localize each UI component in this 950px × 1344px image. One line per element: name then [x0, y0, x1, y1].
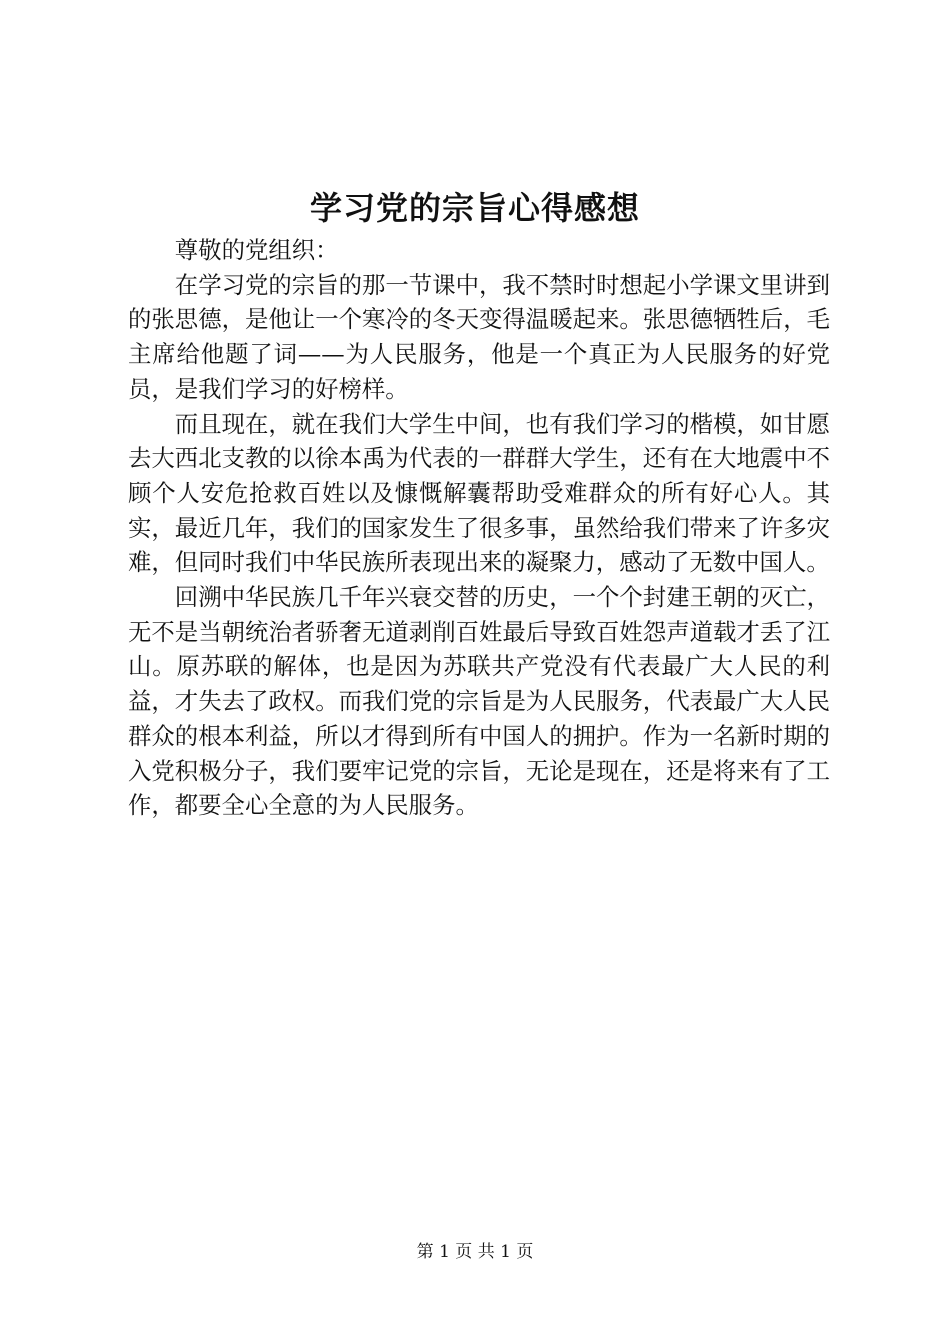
salutation: 尊敬的党组织：: [174, 236, 339, 264]
body-paragraph: 回溯中华民族几千年兴衰交替的历史，一个个封建王朝的灭亡，无不是当朝统治者骄奢无道剥削百姓最后导致百姓怨声道载才丢了江山。原苏联的解体，也是因为苏联共产党没有代表最广大人民的利益，才失去了政权。而我们党的宗旨是为人民服务，代表最广大人民群众的根本利益，所以才得到所有中国人的拥护。作为一名新时期的入党积极分子，我们要牢记党的宗旨，无论是现在，还是将来有了工作，都要全心全意的为人民服务。: [128, 583, 830, 820]
body-paragraph: 而且现在，就在我们大学生中间，也有我们学习的楷模，如甘愿去大西北支教的以徐本禹为代表的一群群大学生，还有在大地震中不顾个人安危抢救百姓以及慷慨解囊帮助受难群众的所有好心人。其实，最近几年，我们的国家发生了很多事，虽然给我们带来了许多灾难，但同时我们中华民族所表现出来的凝聚力，感动了无数中国人。: [128, 409, 830, 577]
document-body: [128, 233, 830, 823]
body-paragraph: 在学习党的宗旨的那一节课中，我不禁时时想起小学课文里讲到的张思德，是他让一个寒冷的冬天变得温暖起来。张思德牺牲后，毛主席给他题了词——为人民服务，他是一个真正为人民服务的好党员，是我们学习的好榜样。: [128, 270, 830, 403]
page-footer: 第 1 页 共 1 页: [416, 1242, 534, 1262]
document-title: 学习党的宗旨心得感想: [309, 189, 640, 227]
